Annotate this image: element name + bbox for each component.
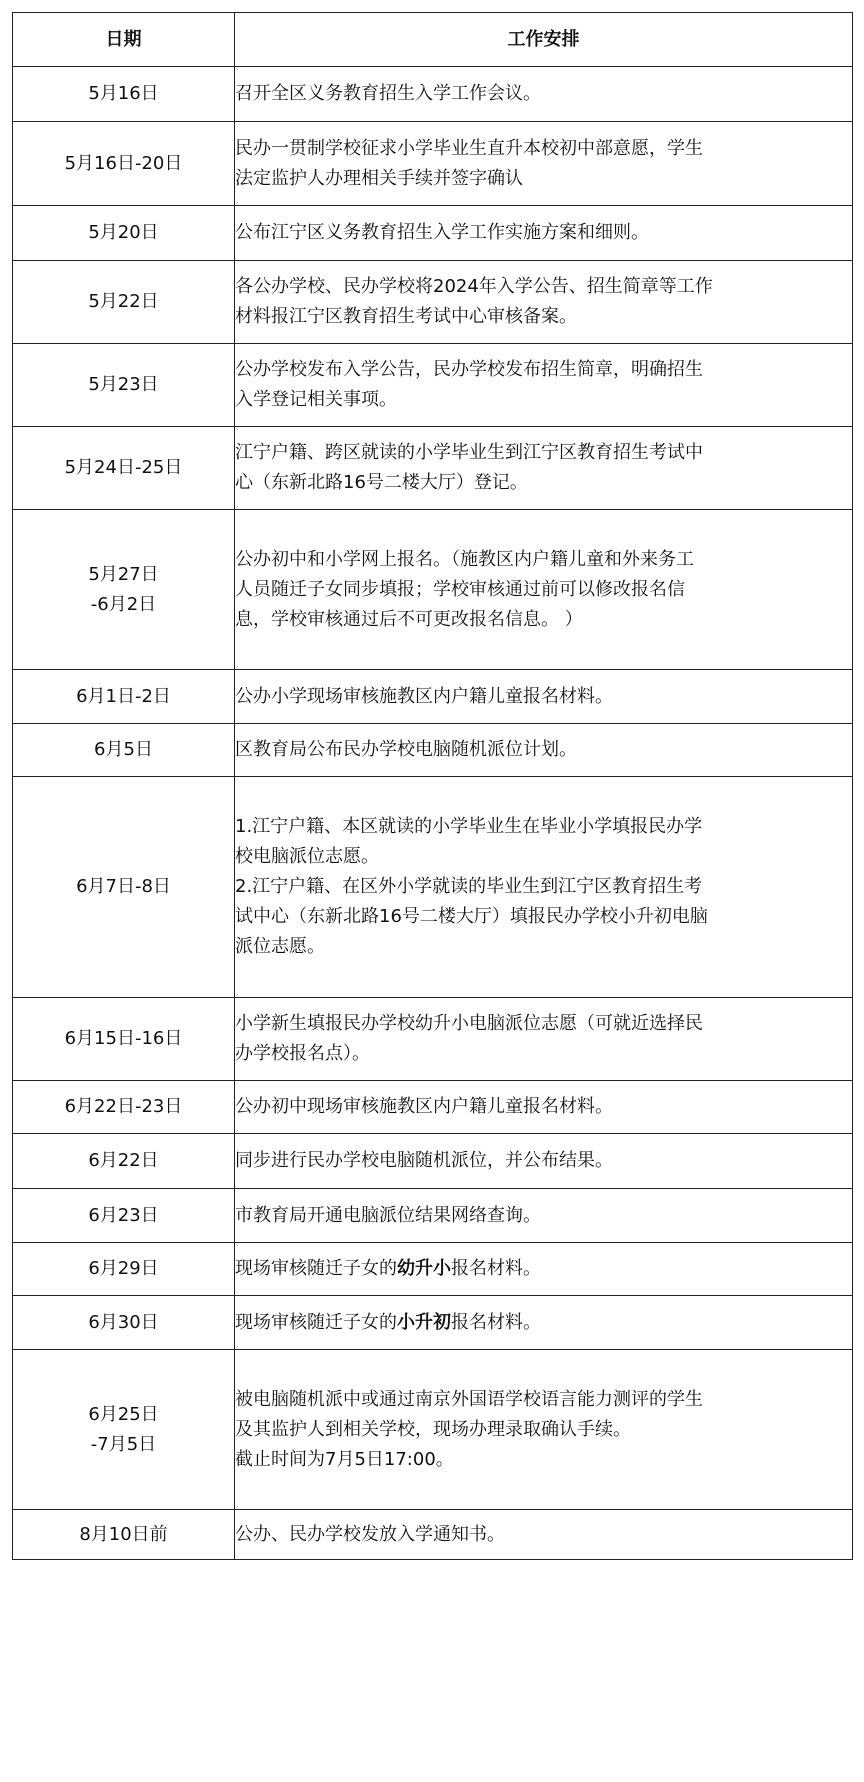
task-line: 材料报江宁区教育招生考试中心审核备案。: [235, 306, 577, 327]
task-line: 办学校报名点）。: [235, 1043, 370, 1064]
row-date: [13, 1081, 235, 1134]
row-task: [235, 724, 853, 777]
table-row: [13, 777, 853, 998]
task-line: 及其监护人到相关学校，现场办理录取确认手续。: [235, 1418, 631, 1440]
task-line: 2.江宁户籍、在区外小学就读的毕业生到江宁区教育招生考: [235, 876, 703, 897]
row-task: [235, 1296, 853, 1350]
table-row: [13, 998, 853, 1081]
task-line: 江宁户籍、跨区就读的小学毕业生到江宁区教育招生考试中: [235, 442, 703, 463]
task-line: 公办、民办学校发放入学通知书。: [235, 1523, 505, 1545]
row-date: [13, 1243, 235, 1296]
enrollment-schedule-table: [12, 12, 853, 1560]
task-line: 民办一贯制学校征求小学毕业生直升本校初中部意愿，学生: [235, 137, 703, 159]
date-line: 6月22日: [88, 1150, 159, 1171]
table-row: [13, 1510, 853, 1560]
row-date: [13, 724, 235, 777]
date-line: 5月20日: [88, 222, 159, 243]
row-task: [235, 67, 853, 122]
row-date: [13, 998, 235, 1081]
task-line: 公布江宁区义务教育招生入学工作实施方案和细则。: [235, 222, 649, 243]
table-row: [13, 206, 853, 261]
table-row: [13, 1243, 853, 1296]
row-task: [235, 206, 853, 261]
task-line: 人员随迁子女同步填报；学校审核通过前可以修改报名信: [235, 578, 685, 600]
task-line: 公办初中和小学网上报名。（施教区内户籍儿童和外来务工: [235, 548, 694, 570]
table-row: [13, 67, 853, 122]
date-line: 5月27日: [88, 563, 159, 585]
task-line: 公办初中现场审核施教区内户籍儿童报名材料。: [235, 1096, 613, 1117]
table-row: [13, 1134, 853, 1189]
row-task: [235, 777, 853, 998]
row-date: [13, 206, 235, 261]
task-line: 各公办学校、民办学校将2024年入学公告、招生简章等工作: [235, 276, 713, 297]
task-line: 息，学校审核通过后不可更改报名信息。 ）: [235, 608, 583, 630]
task-line: 市教育局开通电脑派位结果网络查询。: [235, 1204, 541, 1226]
row-date: [13, 122, 235, 206]
row-task: [235, 1510, 853, 1560]
table-row: [13, 122, 853, 206]
task-line: 召开全区义务教育招生入学工作会议。: [235, 83, 541, 104]
row-task: [235, 1243, 853, 1296]
table-row: [13, 1081, 853, 1134]
date-line: 5月23日: [88, 374, 159, 395]
row-date: [13, 344, 235, 427]
row-date: [13, 261, 235, 344]
task-line: 心（东新北路16号二楼大厅）登记。: [235, 472, 528, 493]
row-task: [235, 122, 853, 206]
row-date: [13, 777, 235, 998]
date-line: 6月7日-8日: [76, 876, 171, 897]
row-task: [235, 1189, 853, 1243]
table-row: [13, 427, 853, 510]
task-text: 报名材料。: [451, 1258, 541, 1279]
date-line: 6月22日-23日: [64, 1096, 183, 1117]
table-row: [13, 1350, 853, 1510]
date-line: 6月25日: [88, 1403, 159, 1425]
row-task: [235, 344, 853, 427]
row-task: [235, 261, 853, 344]
date-line: -6月2日: [90, 593, 157, 615]
row-task: [235, 1134, 853, 1189]
task-line: 1.江宁户籍、本区就读的小学毕业生在毕业小学填报民办学: [235, 816, 703, 837]
date-line: 5月16日: [88, 83, 159, 104]
table-row: [13, 724, 853, 777]
table-row: [13, 510, 853, 670]
task-line: 公办小学现场审核施教区内户籍儿童报名材料。: [235, 685, 613, 707]
table-row: [13, 344, 853, 427]
table-row: [13, 1296, 853, 1350]
task-line: 截止时间为7月5日17:00。: [235, 1448, 454, 1470]
row-date: [13, 1189, 235, 1243]
task-text: 现场审核随迁子女的: [235, 1258, 397, 1279]
task-emphasis: 小升初: [397, 1311, 451, 1333]
task-line: 法定监护人办理相关手续并签字确认: [235, 167, 523, 189]
row-date: [13, 67, 235, 122]
task-line: 小学新生填报民办学校幼升小电脑派位志愿（可就近选择民: [235, 1013, 703, 1034]
task-line: 入学登记相关事项。: [235, 389, 397, 410]
date-line: -7月5日: [90, 1433, 157, 1455]
table-row: [13, 261, 853, 344]
task-line: [235, 1254, 852, 1284]
header-task: 工作安排: [235, 13, 853, 67]
date-line: 5月22日: [88, 291, 159, 312]
row-task: [235, 1350, 853, 1510]
row-date: [13, 1350, 235, 1510]
header-date: 日期: [13, 13, 235, 67]
row-date: [13, 670, 235, 724]
date-line: 6月15日-16日: [64, 1028, 183, 1049]
row-date: [13, 510, 235, 670]
row-task: [235, 510, 853, 670]
table-row: [13, 1189, 853, 1243]
row-date: [13, 1296, 235, 1350]
date-line: 6月5日: [94, 739, 153, 760]
row-date: [13, 427, 235, 510]
task-line: 试中心（东新北路16号二楼大厅）填报民办学校小升初电脑: [235, 906, 708, 927]
task-line: [235, 1308, 852, 1338]
date-line: 5月24日-25日: [64, 457, 183, 478]
row-task: [235, 998, 853, 1081]
task-text: 报名材料。: [451, 1311, 541, 1333]
date-line: 8月10日前: [79, 1523, 168, 1545]
task-emphasis: 幼升小: [397, 1258, 451, 1279]
table-header-row: [13, 13, 853, 67]
task-line: 被电脑随机派中或通过南京外国语学校语言能力测评的学生: [235, 1388, 703, 1410]
task-line: 区教育局公布民办学校电脑随机派位计划。: [235, 739, 577, 760]
task-line: 同步进行民办学校电脑随机派位，并公布结果。: [235, 1150, 613, 1171]
row-task: [235, 670, 853, 724]
row-task: [235, 427, 853, 510]
date-line: 6月30日: [88, 1311, 159, 1333]
task-line: 校电脑派位志愿。: [235, 846, 379, 867]
date-line: 6月1日-2日: [76, 685, 171, 707]
table-row: [13, 670, 853, 724]
task-line: 派位志愿。: [235, 936, 325, 957]
row-task: [235, 1081, 853, 1134]
task-text: 现场审核随迁子女的: [235, 1311, 397, 1333]
date-line: 5月16日-20日: [64, 152, 183, 174]
row-date: [13, 1134, 235, 1189]
task-line: 公办学校发布入学公告，民办学校发布招生简章，明确招生: [235, 359, 703, 380]
date-line: 6月29日: [88, 1258, 159, 1279]
date-line: 6月23日: [88, 1204, 159, 1226]
row-date: [13, 1510, 235, 1560]
